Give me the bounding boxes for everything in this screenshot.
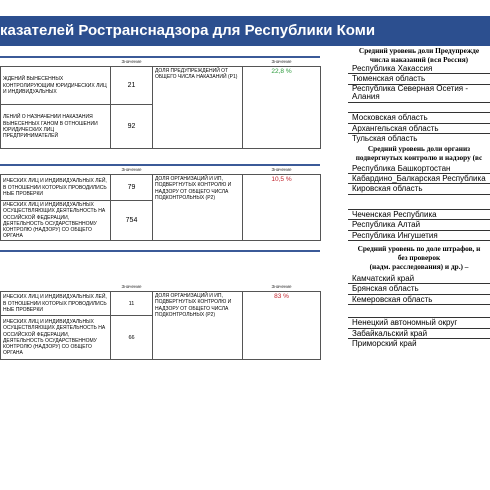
region-row-blank <box>348 195 490 210</box>
region-row: Кабардино_Балкарская Республика <box>348 174 490 184</box>
card-3-table <box>0 283 321 360</box>
section-preventions <box>348 46 490 144</box>
region-row: Республика Хакассия <box>348 64 490 74</box>
metric-label: ИЧЕСКИХ ЛИЦ И ИНДИВИДУАЛЬНЫХ ОСУЩЕСТВЛЯЮЩИХ ДЕЯТЕЛЬНОСТЬ НА ОССИЙСКОЙ ФЕДЕРАЦИИ, ДЕЯТЕЛЬНОСТЬ ОСУДАРСТВЕННОМУ КОНТРОЛЮ (НАДЗОРУ) СО ОБЩЕГО ОРГАНА <box>1 316 111 360</box>
value-col-header: Значение <box>271 284 292 289</box>
page-title: казателей Ространснадзора для Республики Коми <box>0 22 376 39</box>
indicator-label: ДОЛЯ ОРГАНИЗАЦИЙ И ИП, ПОДВЕРГНУТЫХ КОНТРОЛЮ И НАДЗОРУ ОТ ОБЩЕГО ЧИСЛА ПОДКОНТРОЛЬНЫХ (P2) <box>153 292 243 360</box>
region-row-blank <box>348 103 490 113</box>
section-title: (надм. расследования) и др.) – <box>369 262 469 272</box>
section-title: подвергнутых контролю и надзору (вс <box>355 152 483 162</box>
value-col-header: Значение <box>121 167 142 172</box>
region-row: Чеченская Республика <box>348 210 490 220</box>
region-row: Московская область <box>348 113 490 123</box>
right-panel <box>348 46 490 349</box>
card-1-table <box>0 58 321 149</box>
section-title: Средний уровень доли Предупрежде <box>358 46 480 55</box>
region-row: Кировская область <box>348 184 490 194</box>
value-col-header: Значение <box>121 59 142 64</box>
card-3-band <box>0 250 320 252</box>
region-row: Кемеровская область <box>348 295 490 305</box>
region-row: Тюменская область <box>348 74 490 84</box>
metric-label: ИЧЕСКИХ ЛИЦ И ИНДИВИДУАЛЬНЫХ ОСУЩЕСТВЛЯЮЩИХ ДЕЯТЕЛЬНОСТЬ НА ОССИЙСКОЙ ФЕДЕРАЦИИ, ДЕЯТЕЛЬНОСТЬ ОСУДАРСТВЕННОМУ КОНТРОЛЮ (НАДЗОРУ) СО ОБЩЕГО ОРГАНА <box>1 201 111 241</box>
metric-value: 754 <box>111 201 153 241</box>
section-title: без проверок <box>397 253 441 263</box>
metric-value: 92 <box>111 105 153 149</box>
metric-value: 66 <box>111 316 153 360</box>
indicator-percent: 22,8 % <box>243 67 321 149</box>
region-row: Брянская область <box>348 284 490 294</box>
value-col-header: Значение <box>271 59 292 64</box>
region-row: Республика Алтай <box>348 220 490 230</box>
region-row: Республика Северная Осетия - Алания <box>348 85 490 103</box>
region-row: Республика Башкортостан <box>348 164 490 174</box>
metric-label: ИЧЕСКИХ ЛИЦ И ИНДИВИДУАЛЬНЫХ ЛЕЙ, В ОТНОШЕНИИ КОТОРЫХ ПРОВОДИЛИСЬ НЫЕ ПРОВЕРКИ <box>1 292 111 316</box>
region-row: Архангельская область <box>348 124 490 134</box>
region-row: Приморский край <box>352 339 417 349</box>
region-row: Тульская область <box>352 134 418 144</box>
section-title: Средний уровень доли организ <box>367 143 471 153</box>
metric-value: 11 <box>111 292 153 316</box>
page-header <box>0 16 490 46</box>
region-row: Камчатский край <box>348 274 490 284</box>
region-row: Республика Ингушетия <box>348 231 490 241</box>
indicator-percent: 10,5 % <box>243 175 321 241</box>
metric-label: ЛЕНИЙ О НАЗНАЧЕНИИ НАКАЗАНИЯ ВЫНЕСЕННЫХ ГАНОМ В ОТНОШЕНИИ ЮРИДИЧЕСКИХ ЛИЦ ПРЕДПРИНИМАТЕЛЕЙ <box>1 105 111 149</box>
section-title: числа наказаний (вся Россия) <box>369 55 469 64</box>
indicator-percent: 83 % <box>243 292 321 360</box>
value-col-header: Значение <box>271 167 292 172</box>
value-col-header: Значение <box>121 284 142 289</box>
card-2-table <box>0 166 321 241</box>
region-row: Ненецкий автономный округ <box>348 318 490 328</box>
indicator-label: ДОЛЯ ОРГАНИЗАЦИЙ И ИП, ПОДВЕРГНУТЫХ КОНТРОЛЮ И НАДЗОРУ ОТ ОБЩЕГО ЧИСЛА ПОДКОНТРОЛЬНЫХ (P2) <box>153 175 243 241</box>
metric-label: ЖДЕНИЙ ВЫНЕСЕННЫХ КОНТРОЛИРУЮЩИМ ЮРИДИЧЕСКИХ ЛИЦ И ИНДИВИДУАЛЬНЫХ <box>1 67 111 105</box>
section-title: Средний уровень по доле штрафов, н <box>357 244 481 254</box>
indicator-label: ДОЛЯ ПРЕДУПРЕЖДЕНИЙ ОТ ОБЩЕГО ЧИСЛА НАКАЗАНИЙ (P1) <box>153 67 243 149</box>
region-row: Забайкальский край <box>348 329 490 339</box>
section-organizations <box>348 144 490 241</box>
section-fines <box>348 244 490 348</box>
region-row-blank <box>348 305 490 318</box>
metric-label: ИЧЕСКИХ ЛИЦ И ИНДИВИДУАЛЬНЫХ ЛЕЙ, В ОТНОШЕНИИ КОТОРЫХ ПРОВОДИЛИСЬ НЫЕ ПРОВЕРКИ <box>1 175 111 201</box>
metric-value: 21 <box>111 67 153 105</box>
metric-value: 79 <box>111 175 153 201</box>
